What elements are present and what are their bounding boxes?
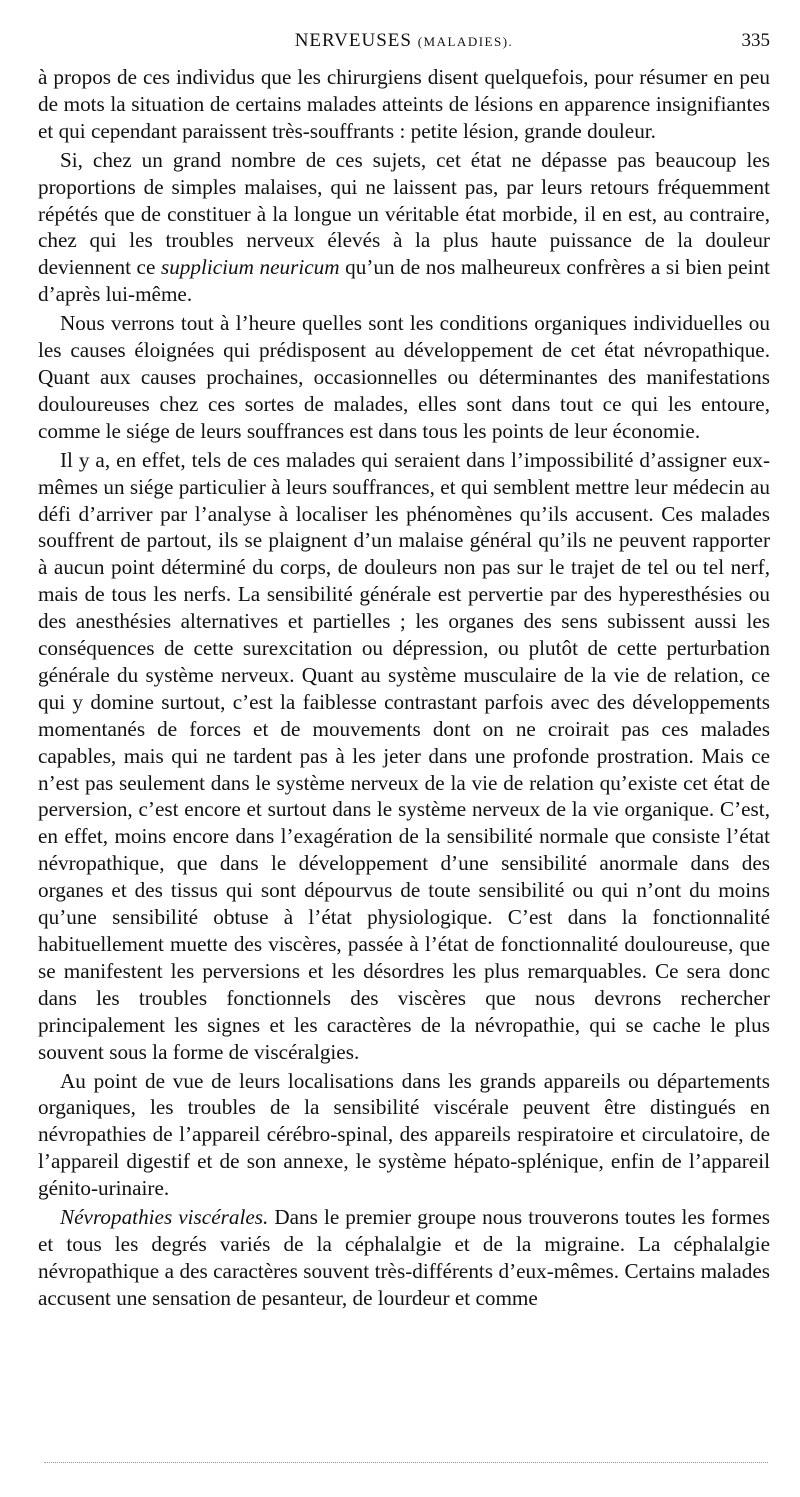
paragraph-supplicium <box>38 147 770 308</box>
footer-rule <box>44 1462 768 1463</box>
paragraph-text: Si, chez un grand nombre de ces sujets, cet état ne dépasse pas beaucoup les proportions de simples malaises, qui ne laissent pas, par leurs retours fréquemment répétés que de constituer à la longue un véritable état morbide, il en est, au contraire, chez qui les troubles nerveux élevés à la plus haute puissance de la douleur deviennent ce <box>38 147 770 280</box>
section-heading-inline: Névropathies viscérales. <box>60 1205 269 1230</box>
paragraph-text: Dans le premier groupe nous trouverons toutes les formes et tous les degrés variés de la céphalalgie et de la migraine. La céphalalgie névropathique a des caractères souvent très-différents d’eux-mêmes. Certains malades accusent une sensation de pesanteur, de lourdeur et comme <box>38 1205 770 1310</box>
running-header <box>38 30 770 58</box>
paragraph-malades: Il y a, en effet, tels de ces malades qui seraient dans l’impossibilité d’assigner eux-mêmes un siége particulier à leurs souffrances, et qui semblent mettre leur médecin au défi d’arriver par l’analyse à localiser les phénomènes qu’ils accusent. Ces malades souffrent de partout, ils se plaignent d’un malaise général qu’ils ne peuvent rapporter à aucun point déterminé du corps, de douleurs non pas sur le trajet de tel ou tel nerf, mais de tous les nerfs. La sensibilité générale est pervertie par des hyperesthésies ou des anesthésies alternatives et partielles ; les organes des sens subissent aussi les conséquences de cette surexcitation ou dépression, ou plutôt de cette perturbation générale du système nerveux. Quant au système musculaire de la vie de relation, ce qui y domine surtout, c’est la faiblesse contrastant parfois avec des développements momentanés de forces et de mouvements dont on ne croirait pas ces malades capables, mais qui ne tardent pas à les jeter dans une profonde prostration. Mais ce n’est pas seulement dans le système nerveux de la vie de relation qu’existe cet état de perversion, c’est encore et surtout dans le système nerveux de la vie organique. C’est, en effet, moins encore dans l’exagération de la sensibilité normale que consiste l’état névropathique, que dans le développement d’une sensibilité anormale dans des organes et des tissus qui sont dépourvus de toute sensibilité ou qui n’ont du moins qu’une sensibilité obtuse à l’état physiologique. C’est dans la fonctionnalité habituellement muette des viscères, passée à l’état de fonctionnalité douloureuse, que se manifestent les perversions et les désordres les plus remarquables. Ce sera donc dans les troubles fonctionnels des viscères que nous devrons rechercher principalement les signes et les caractères de la névropathie, qui se cache le plus souvent sous la forme de viscéralgies. <box>38 447 770 1064</box>
emphasized-term: supplicium neuricum <box>160 255 340 280</box>
paragraph-nevropathies <box>38 1204 770 1312</box>
paragraph-continued: à propos de ces individus que les chirurgiens disent quelquefois, pour résumer en peu de mots la situation de certains malades atteints de lésions en apparence insignifiantes et qui cependant paraissent très-souffrants : petite lésion, grande douleur. <box>38 65 770 143</box>
running-title-subtitle: (MALADIES). <box>417 34 514 49</box>
running-title-main: NERVEUSES <box>294 30 412 51</box>
paragraph-causes: Nous verrons tout à l’heure quelles sont les conditions organiques individuelles ou les causes éloignées qui prédisposent au développement de cet état névropathique. Quant aux causes prochaines, occasionnelles ou déterminantes des manifestations douloureuses chez ces sortes de malades, elles sont dans tout ce qui les entoure, comme le siége de leurs souffrances est dans tous les points de leur économie. <box>38 311 770 443</box>
page-number: 335 <box>741 30 770 51</box>
running-title <box>38 30 770 52</box>
body-text <box>38 64 770 1314</box>
paragraph-text: qu’un de nos malheureux confrères a si bien peint d’après lui-même. <box>38 255 771 307</box>
paragraph-localisations: Au point de vue de leurs localisations dans les grands appareils ou départements organiques, les troubles de la sensibilité viscérale peuvent être distingués en névropathies de l’appareil cérébro-spinal, des appareils respiratoire et circulatoire, de l’appareil digestif et de son annexe, le système hépato-splénique, enfin de l’appareil génito-urinaire. <box>38 1068 770 1201</box>
